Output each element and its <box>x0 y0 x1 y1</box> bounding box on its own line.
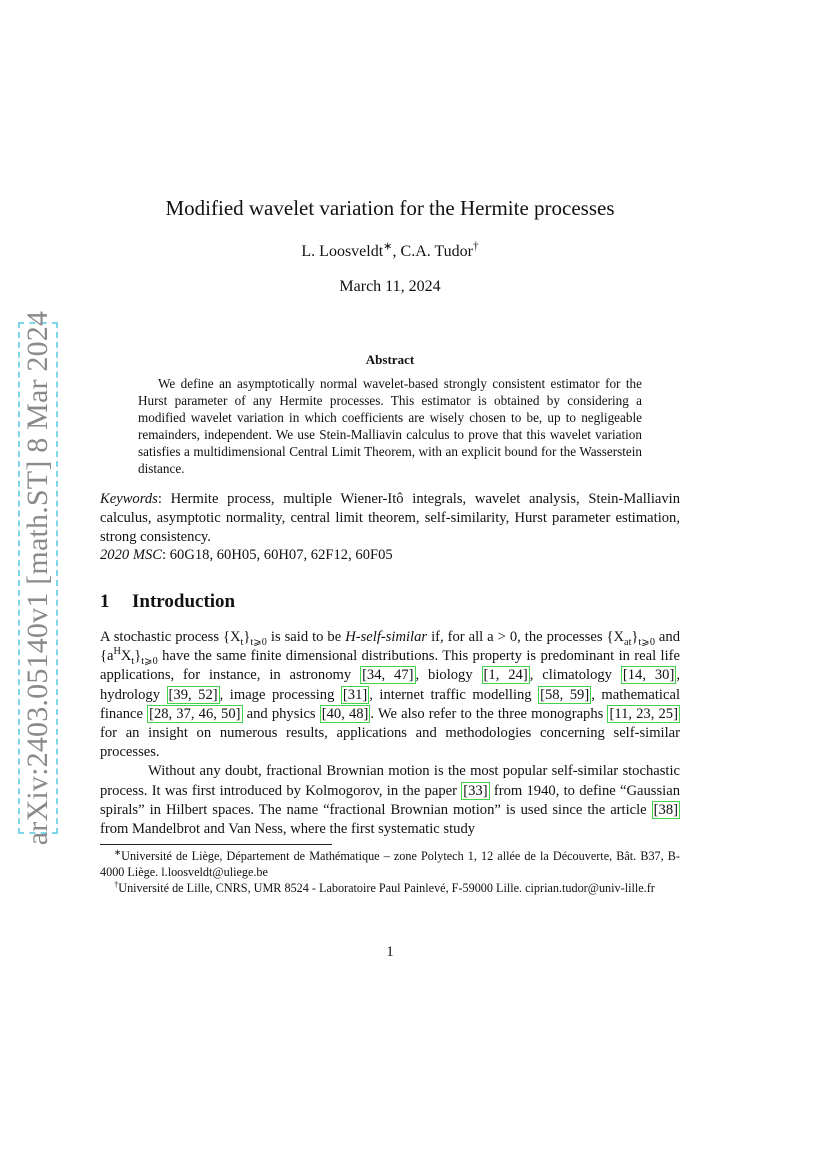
text-run: , climatology <box>529 667 621 684</box>
abstract-text: We define an asymptotically normal wavelet-based strongly consistent estimator for the Hurst parameter of any Hermite processes. This estimator is obtained by considering a modified wavelet variation in which coefficients are wisely chosen to be, up to negligeable remainders, independent. We use Stein-Malliavin calculus to prove that this wavelet variation satisfies a multidimensional Central Limit Theorem, with an explicit bound for the Wasserstein distance. <box>138 376 642 476</box>
text-run: , biology <box>415 667 482 684</box>
footnote-mark-1[interactable]: ∗ <box>383 240 393 253</box>
author-tudor: C.A. Tudor <box>400 243 474 260</box>
author-separator: , <box>392 243 401 260</box>
text-run: A stochastic process {X <box>100 629 241 645</box>
intro-paragraph-2 <box>100 762 680 839</box>
text-run: Without any doubt, fractional Brownian motion is the most popular self-similar stochastic process. It was first introduced by Kolmogorov, in the paper <box>100 763 680 799</box>
section-heading <box>100 591 235 613</box>
text-run: is said to be <box>266 629 346 645</box>
text-run: from Mandelbrot and Van Ness, where the first systematic study <box>100 821 476 838</box>
msc-text: : 60G18, 60H05, 60H07, 62F12, 60F05 <box>162 547 393 563</box>
citation-link[interactable]: [14, 30] <box>622 667 675 684</box>
citation-link[interactable]: [34, 47] <box>362 667 414 684</box>
text-run: X <box>120 648 132 665</box>
term-self-similar: H-self-similar <box>345 629 428 645</box>
citation-link[interactable]: [31] <box>342 686 368 703</box>
authors <box>100 240 680 261</box>
keywords-label: Keywords <box>100 491 158 507</box>
citation-link[interactable]: [1, 24] <box>483 667 528 684</box>
citation-link[interactable]: [33] <box>463 782 488 799</box>
page-number: 1 <box>386 944 394 960</box>
paper-date: March 11, 2024 <box>339 278 441 295</box>
text-run: . We also refer to the three monographs <box>370 705 608 722</box>
text-run: , mathematical finance <box>100 686 680 722</box>
arxiv-stamp-box <box>18 310 58 846</box>
citation-link[interactable]: [58, 59] <box>540 686 590 703</box>
footnotes <box>100 848 680 896</box>
keywords-text: : Hermite process, multiple Wiener-Itô integrals, wavelet analysis, Stein-Malliavin calculus, asymptotic normality, central limit theorem, self-similarity, Hurst parameter estimation, strong consistency. <box>100 491 680 545</box>
text-run: } <box>134 648 142 665</box>
text-run: , image processing <box>219 686 341 703</box>
subscript: at <box>624 636 632 648</box>
arxiv-stamp[interactable]: arXiv:2403.05140v1 [math.ST] 8 Mar 2024 <box>21 310 54 846</box>
section-title: Introduction <box>132 591 236 612</box>
citation-link[interactable]: [40, 48] <box>321 705 369 722</box>
text-run: from 1940, to define “Gaussian spirals” in Hilbert spaces. The name “fractional Brownian motion” is used since the article <box>100 782 680 818</box>
text-run: and physics <box>242 705 320 722</box>
author-loosveldt: L. Loosveldt <box>301 243 384 260</box>
footnote-1 <box>100 848 680 880</box>
abstract-heading: Abstract <box>365 352 415 367</box>
text-run: } <box>631 629 639 645</box>
subscript: t <box>240 636 244 648</box>
subscript: t⩾0 <box>141 656 158 668</box>
citation-link[interactable]: [28, 37, 46, 50] <box>149 705 241 722</box>
footnote-2-mark: † <box>114 878 119 889</box>
text-run: , hydrology <box>100 667 680 703</box>
subscript: t⩾0 <box>638 636 655 648</box>
footnote-1-text: Université de Liège, Département de Mathématique – zone Polytech 1, 12 allée de la Découverte, Bât. B37, B-4000 Liège. l.loosveldt@uliege.be <box>100 849 680 879</box>
text-run: if, for all a > 0, the processes {X <box>427 629 625 645</box>
citation-link[interactable]: [39, 52] <box>168 686 218 703</box>
msc-codes <box>100 547 680 564</box>
text-run: have the same finite dimensional distributions. This property is predominant in real life applications, for instance, in astronomy <box>100 648 680 684</box>
subscript: t⩾0 <box>250 636 267 648</box>
text-run: } <box>243 629 251 645</box>
text-run: for an insight on numerous results, applications and methodologies concerning self-similar processes. <box>100 725 680 761</box>
text-run: , internet traffic modelling <box>369 686 539 703</box>
citation-link[interactable]: [11, 23, 25] <box>609 705 678 722</box>
paper-title: Modified wavelet variation for the Hermite processes <box>165 196 615 220</box>
intro-paragraph-1 <box>100 628 680 762</box>
footnote-2-text: Université de Lille, CNRS, UMR 8524 - Laboratoire Paul Painlevé, F-59000 Lille. ciprian.tudor@univ-lille.fr <box>118 881 655 895</box>
intro-body <box>100 628 680 839</box>
superscript: H <box>113 646 121 658</box>
citation-link[interactable]: [38] <box>653 801 678 818</box>
keywords <box>100 490 680 547</box>
footnote-mark-2[interactable]: † <box>473 240 479 253</box>
text-run: and {a <box>100 629 680 665</box>
section-number: 1 <box>100 591 110 612</box>
footnote-2 <box>100 880 680 896</box>
msc-label: 2020 MSC <box>100 547 163 563</box>
subscript: t <box>131 656 135 668</box>
footnote-rule <box>100 844 332 845</box>
footnote-1-mark: ∗ <box>114 846 122 857</box>
